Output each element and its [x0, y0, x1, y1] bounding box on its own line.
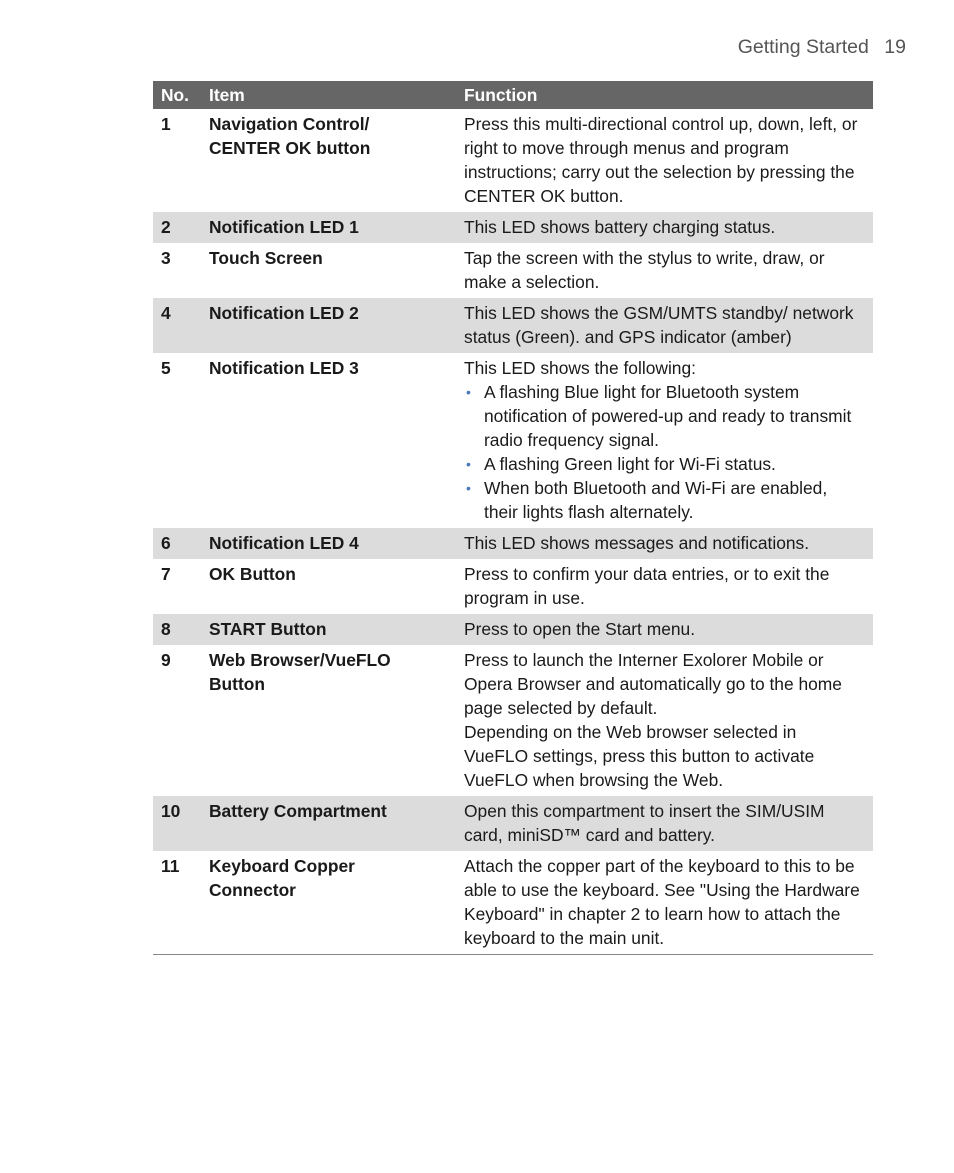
function-text: Open this compartment to insert the SIM/USIM card, miniSD™ card and battery. [464, 801, 825, 845]
function-text: This LED shows messages and notifications. [464, 533, 810, 553]
row-number: 7 [161, 564, 171, 584]
function-text: Attach the copper part of the keyboard to this to be able to use the keyboard. See "Using the Hardware Keyboard" in chapter 2 to learn how to attach the keyboard to the main unit. [464, 856, 860, 948]
table-row [153, 796, 873, 851]
components-table [153, 81, 873, 955]
table-row [153, 298, 873, 353]
function-text: Press to launch the Interner Exolorer Mobile or Opera Browser and automatically go to the home page selected by default. [464, 650, 842, 718]
function-text: Press to open the Start menu. [464, 619, 696, 639]
item-function [456, 796, 873, 851]
item-function [456, 243, 873, 298]
table-row [153, 353, 873, 528]
function-text: Tap the screen with the stylus to write, draw, or make a selection. [464, 248, 825, 292]
row-number: 6 [153, 528, 201, 559]
function-text: This LED shows the GSM/UMTS standby/ network status (Green). and GPS indicator (amber) [464, 303, 854, 347]
column-header-no: No. [153, 81, 201, 109]
function-text: Press this multi-directional control up, down, left, or right to move through menus and program instructions; carry out the selection by pressing the CENTER OK button. [464, 114, 858, 206]
item-name: Keyboard Copper Connector [201, 851, 456, 955]
function-text: This LED shows the following: [464, 358, 696, 378]
function-text: Depending on the Web browser selected in VueFLO settings, press this button to activate VueFLO when browsing the Web. [464, 722, 815, 790]
row-number: 8 [153, 614, 201, 645]
row-number: 10 [153, 796, 201, 851]
item-function [456, 645, 873, 796]
function-bullet: • A flashing Green light for Wi-Fi status. [464, 452, 865, 476]
table-row [153, 645, 873, 796]
item-name: Battery Compartment [201, 796, 456, 851]
table-row [153, 212, 873, 243]
column-header-item: Item [201, 81, 456, 109]
item-name: Navigation Control/ CENTER OK button [209, 114, 371, 158]
item-name: Notification LED 1 [201, 212, 456, 243]
section-title: Getting Started [737, 36, 869, 58]
table-row [153, 528, 873, 559]
page-number: 19 [884, 36, 906, 58]
function-text: This LED shows battery charging status. [464, 217, 776, 237]
item-function [456, 851, 873, 955]
item-function [456, 298, 873, 353]
row-number: 3 [161, 248, 171, 268]
item-name: Web Browser/VueFLO Button [209, 650, 391, 694]
function-bullet-list [464, 380, 865, 524]
item-function [456, 212, 873, 243]
item-function [456, 353, 873, 528]
table-header-row [153, 81, 873, 109]
column-header-function: Function [456, 81, 873, 109]
function-bullet: • When both Bluetooth and Wi-Fi are enabled, their lights flash alternately. [464, 476, 865, 524]
item-function [456, 559, 873, 614]
item-name: Touch Screen [209, 248, 323, 268]
table-row [153, 559, 873, 614]
item-name: Notification LED 2 [201, 298, 456, 353]
item-name: START Button [201, 614, 456, 645]
function-bullet: • A flashing Blue light for Bluetooth system notification of powered-up and ready to transmit radio frequency signal. [464, 380, 865, 452]
row-number: 1 [161, 114, 171, 134]
row-number: 2 [153, 212, 201, 243]
row-number: 4 [153, 298, 201, 353]
item-name: Notification LED 3 [209, 358, 359, 378]
table-row [153, 109, 873, 212]
row-number: 11 [153, 851, 201, 955]
table-body [153, 109, 873, 955]
item-function [456, 109, 873, 212]
item-function [456, 528, 873, 559]
item-name: OK Button [209, 564, 296, 584]
table-row [153, 243, 873, 298]
running-header [738, 36, 906, 59]
row-number: 5 [161, 358, 171, 378]
table-row [153, 614, 873, 645]
item-name: Notification LED 4 [201, 528, 456, 559]
item-function [456, 614, 873, 645]
row-number: 9 [161, 650, 171, 670]
function-text: Press to confirm your data entries, or to exit the program in use. [464, 564, 830, 608]
table-row [153, 851, 873, 955]
